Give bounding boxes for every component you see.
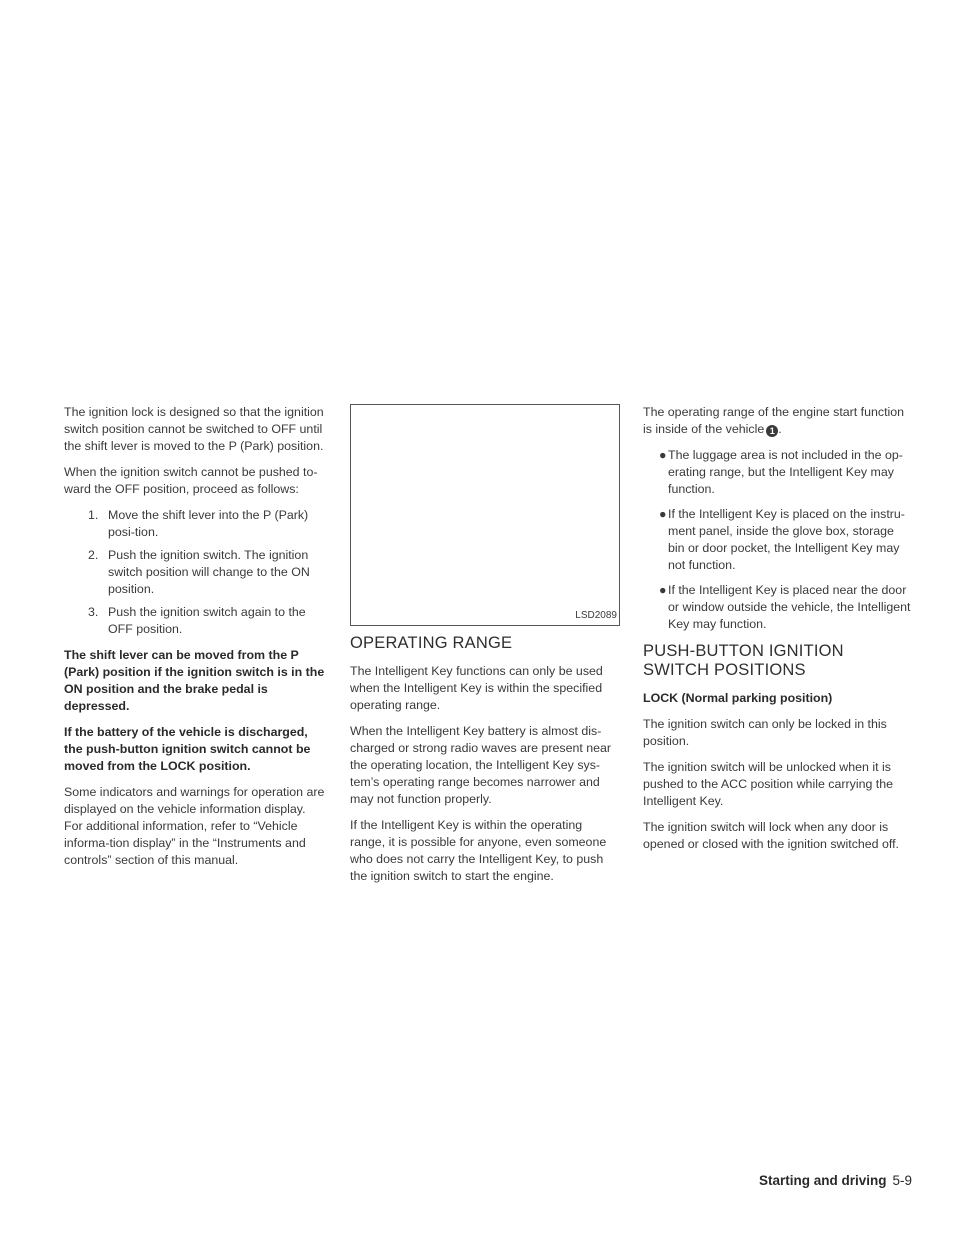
procedure-intro: When the ignition switch cannot be pushed to-ward the OFF position, proceed as follows:: [64, 465, 318, 496]
operating-range-p3: If the Intelligent Key is within the operating range, it is possible for anyone, even someone who does not carry the Intelligent Key, to push the ignition switch to start the engine.: [350, 818, 607, 883]
step-item: 1. Move the shift lever into the P (Park) posi-tion.: [88, 508, 309, 539]
callout-marker-icon: 1: [766, 425, 778, 437]
left-column: [64, 404, 326, 878]
lock-paragraph-3: The ignition switch will lock when any door is opened or closed with the ignition switched off.: [643, 820, 900, 851]
bullet-icon: ●: [659, 448, 667, 462]
page-footer: [700, 1173, 912, 1188]
indicators-paragraph: Some indicators and warnings for operation are displayed on the vehicle information display. For additional information, refer to “Vehicle informa-tion display” in the “Instruments and controls” section of this manual.: [64, 785, 325, 867]
bullet-icon: ●: [659, 583, 667, 597]
bullet-item: ● If the Intelligent Key is placed on the instru-ment panel, inside the glove box, storage bin or door pocket, the Intelligent Key may not function.: [659, 507, 905, 572]
procedure-steps: [64, 507, 326, 638]
operating-range-p2: When the Intelligent Key battery is almost dis-charged or strong radio waves are present near the operating location, the Intelligent Key sys-tem’s operating range becomes narrower and may not function properly.: [350, 724, 612, 806]
bullet-icon: ●: [659, 507, 667, 521]
footer-section-title: Starting and driving: [758, 1173, 887, 1188]
operating-range-figure: [350, 404, 620, 626]
range-bullets: [643, 447, 913, 633]
switch-positions-heading: PUSH-BUTTON IGNITION SWITCH POSITIONS: [643, 642, 844, 679]
shift-lever-note: The shift lever can be moved from the P (Park) position if the ignition switch is in the ON position and the brake pedal is depressed.: [64, 648, 325, 713]
page-number: 5-9: [892, 1173, 912, 1188]
engine-start-range-paragraph: The operating range of the engine start function is inside of the vehicle 1 .: [643, 405, 905, 436]
intro-paragraph: The ignition lock is designed so that the ignition switch position cannot be switched to OFF until the shift lever is moved to the P (Park) position.: [64, 405, 324, 453]
step-item: 2. Push the ignition switch. The ignition switch position will change to the ON position.: [88, 548, 310, 596]
bullet-item: ● The luggage area is not included in the op-erating range, but the Intelligent Key may function.: [659, 448, 903, 496]
lock-subheading: LOCK (Normal parking position): [643, 691, 833, 705]
operating-range-p1: The Intelligent Key functions can only be used when the Intelligent Key is within the specified operating range.: [350, 664, 603, 712]
bullet-item: ● If the Intelligent Key is placed near the door or window outside the vehicle, the Intelligent Key may function.: [659, 583, 911, 631]
lock-paragraph-1: The ignition switch can only be locked in this position.: [643, 717, 887, 748]
figure-code: LSD2089: [575, 610, 617, 621]
lock-paragraph-2: The ignition switch will be unlocked when it is pushed to the ACC position while carrying the Intelligent Key.: [643, 760, 894, 808]
battery-warning: If the battery of the vehicle is discharged, the push-button ignition switch cannot be moved from the LOCK position.: [64, 725, 311, 773]
right-column: [643, 404, 913, 862]
operating-range-heading: OPERATING RANGE: [350, 634, 513, 652]
middle-column: [350, 404, 620, 894]
step-item: 3. Push the ignition switch again to the OFF position.: [88, 605, 306, 636]
